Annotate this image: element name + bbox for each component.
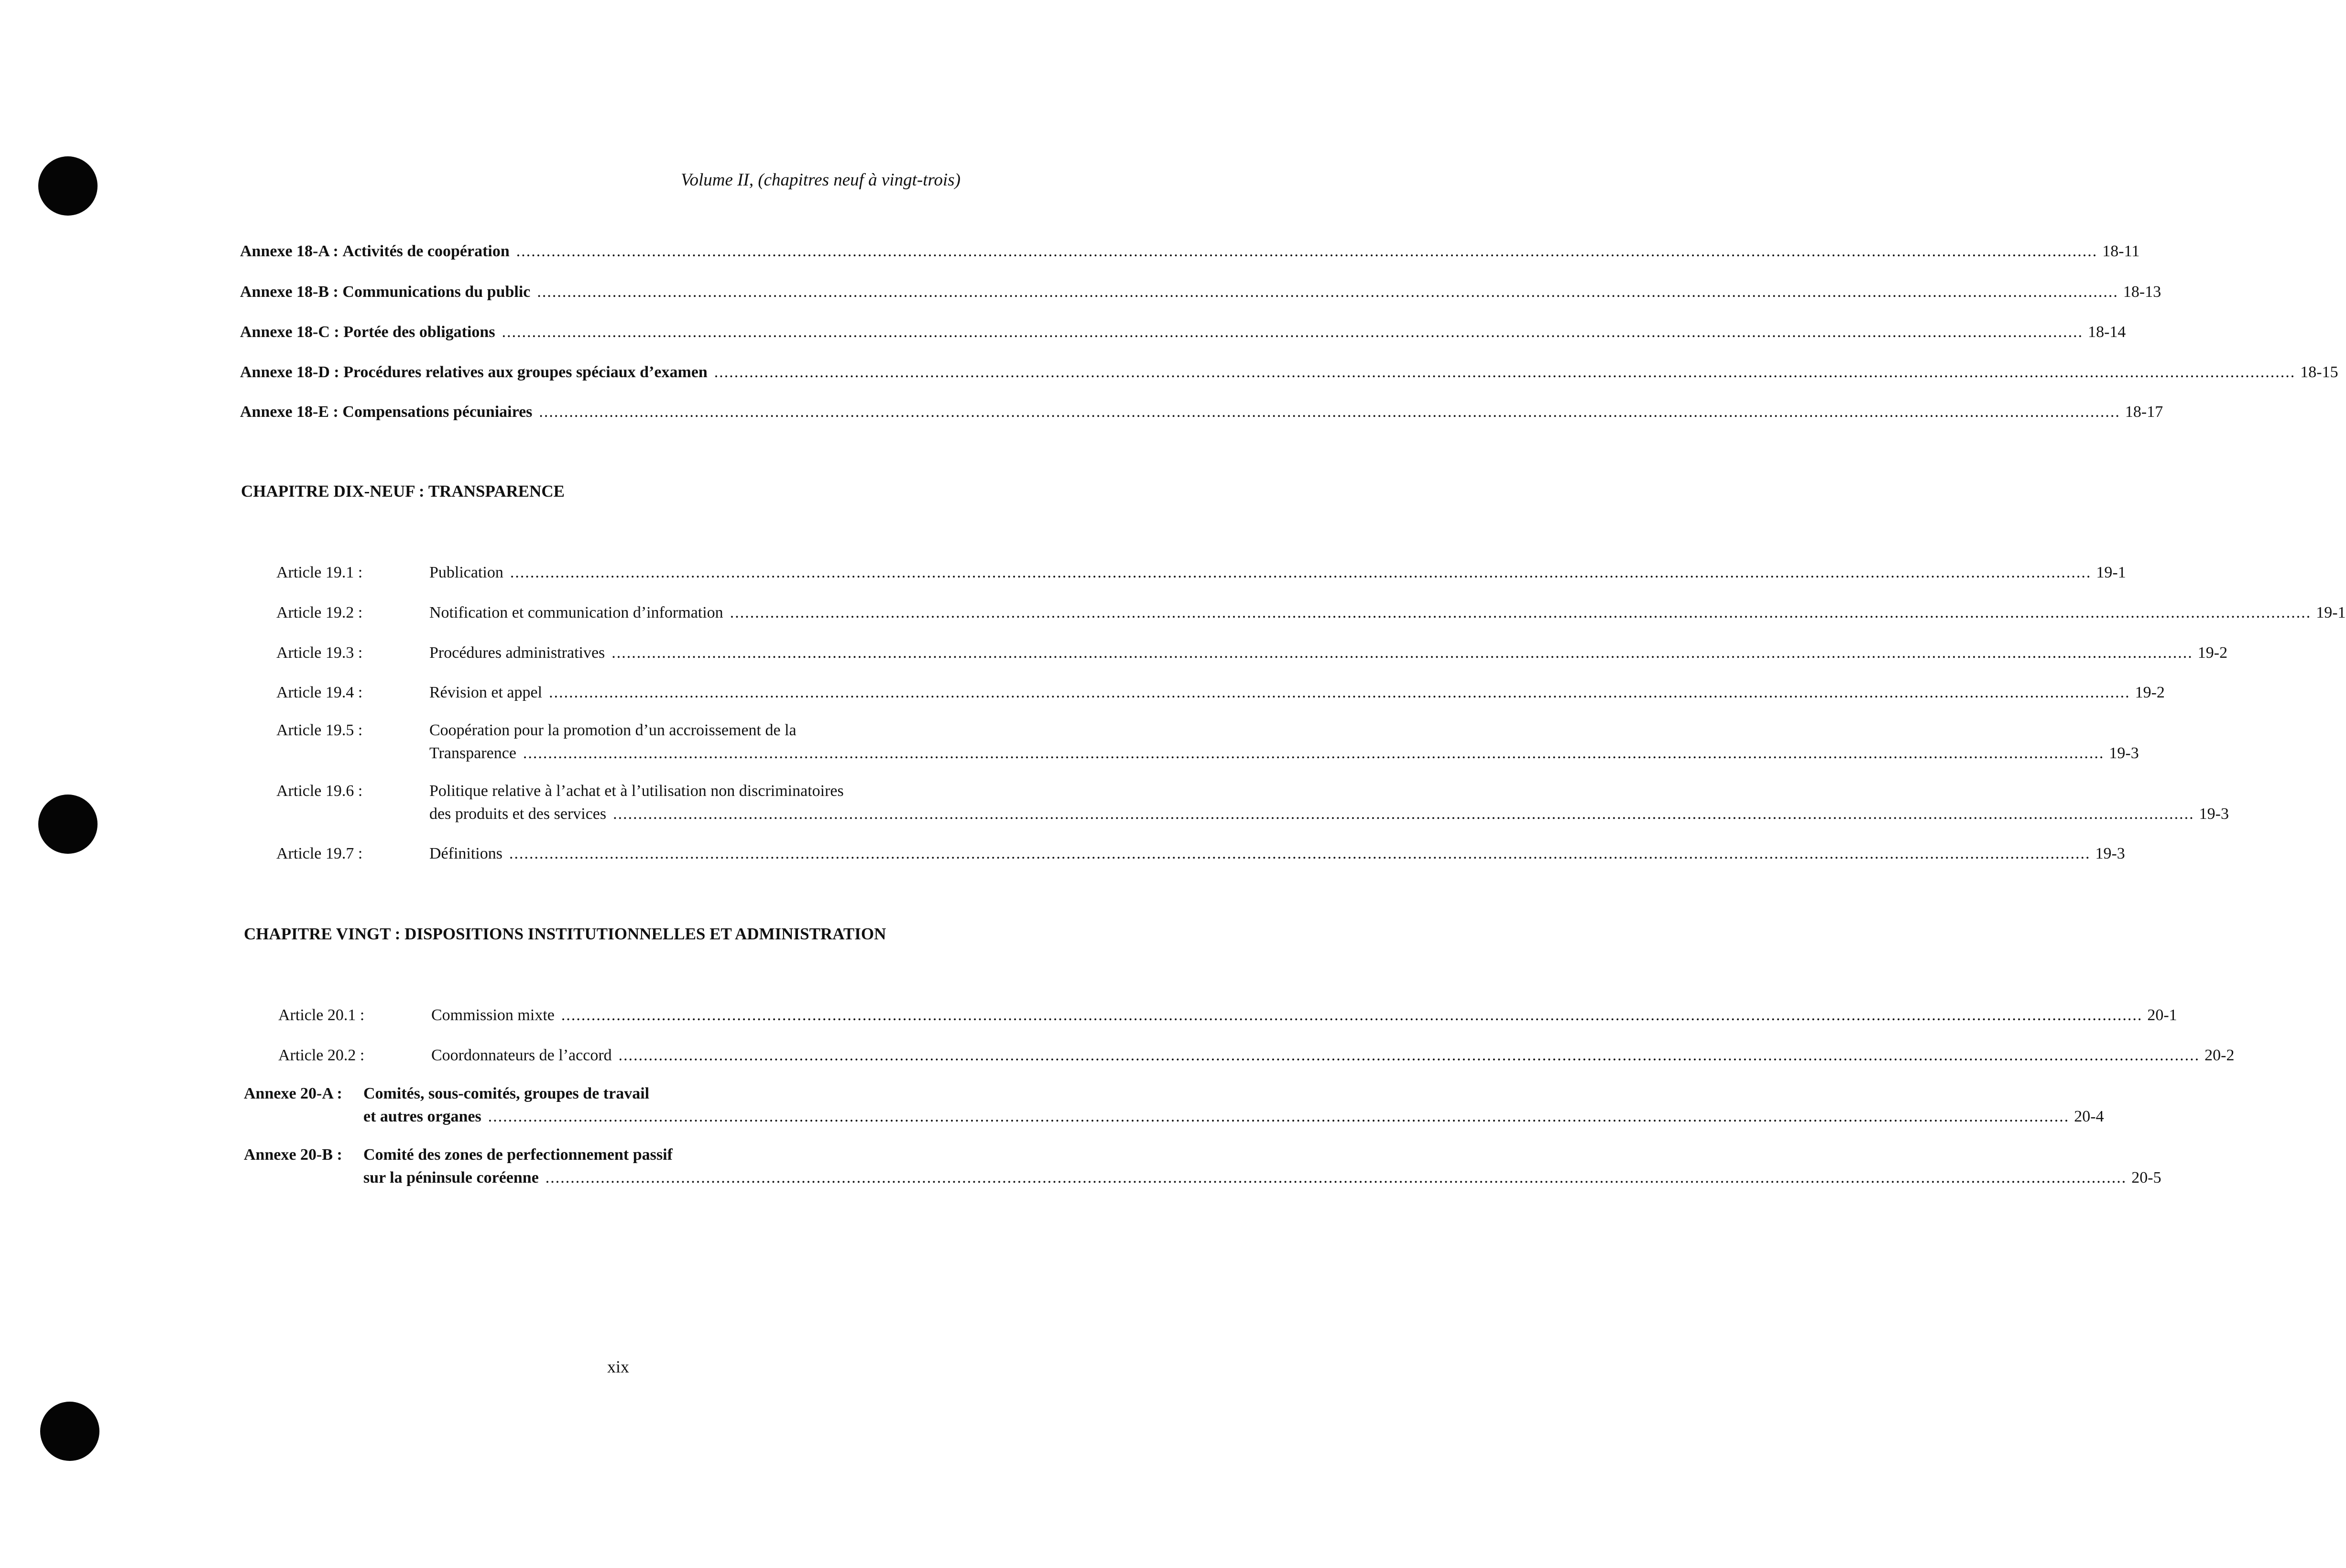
toc-title: Activités de coopération	[342, 242, 510, 260]
toc-entry-annexe-18-b[interactable]	[240, 281, 2161, 304]
leader-dots: ...........................................................................................................................................................................................................................................................................................................................	[502, 323, 2084, 341]
toc-title: Procédures relatives aux groupes spéciaux d’examen	[343, 363, 708, 381]
toc-label: Article 19.3 :	[276, 644, 363, 662]
toc-page: 19-1	[2096, 564, 2126, 581]
toc-title-line1: Comité des zones de perfectionnement passif	[363, 1146, 673, 1164]
toc-entry-article-19-4[interactable]	[276, 681, 2165, 704]
toc-title-line1: Comités, sous-comités, groupes de travail	[363, 1085, 650, 1102]
leader-dots: ...........................................................................................................................................................................................................................................................................................................................	[611, 644, 2193, 662]
leader-dots: ...........................................................................................................................................................................................................................................................................................................................	[537, 283, 2118, 301]
toc-title: Coordonnateurs de l’accord	[431, 1046, 612, 1064]
chapter-heading-19: CHAPITRE DIX-NEUF : TRANSPARENCE	[241, 482, 565, 501]
toc-entry-article-20-2[interactable]	[278, 1044, 2235, 1067]
toc-label: Article 20.1 :	[278, 1006, 365, 1024]
toc-label: Article 19.4 :	[276, 684, 363, 701]
toc-title: Définitions	[429, 845, 502, 862]
toc-page: 20-4	[2074, 1108, 2104, 1125]
leader-dots: ...........................................................................................................................................................................................................................................................................................................................	[545, 1169, 2127, 1187]
toc-label: Article 19.7 :	[276, 845, 363, 862]
toc-entry-article-20-1[interactable]	[278, 1004, 2177, 1027]
toc-entry-annexe-20-b[interactable]	[244, 1143, 2161, 1189]
toc-title-line2: et autres organes	[363, 1108, 481, 1125]
toc-entry-article-19-1[interactable]	[276, 561, 2126, 584]
leader-dots: ...........................................................................................................................................................................................................................................................................................................................	[523, 744, 2105, 762]
toc-title-line2: Transparence	[429, 744, 516, 762]
toc-label: Article 19.2 :	[276, 604, 363, 621]
toc-title-line2: des produits et des services	[429, 805, 607, 823]
toc-title: Portée des obligations	[343, 323, 495, 341]
toc-entry-article-19-5[interactable]	[276, 719, 2139, 765]
toc-entry-annexe-18-a[interactable]	[240, 240, 2140, 263]
binder-hole	[40, 1402, 99, 1461]
toc-entry-annexe-20-a[interactable]	[244, 1082, 2104, 1128]
toc-title: Commission mixte	[431, 1006, 555, 1024]
toc-label: Article 19.5 :	[276, 721, 363, 739]
toc-entry-annexe-18-c[interactable]	[240, 321, 2126, 344]
leader-dots: ...........................................................................................................................................................................................................................................................................................................................	[549, 684, 2130, 701]
toc-page: 18-14	[2088, 323, 2126, 341]
page-number: xix	[607, 1357, 630, 1376]
chapter-heading-20: CHAPITRE VINGT : DISPOSITIONS INSTITUTIONNELLES ET ADMINISTRATION	[244, 925, 886, 943]
toc-page: 20-2	[2204, 1046, 2235, 1064]
toc-label: Annexe 18-E :	[240, 403, 338, 421]
toc-entry-annexe-18-d[interactable]	[240, 361, 2338, 384]
toc-entry-article-19-2[interactable]	[276, 601, 2346, 624]
leader-dots: ...........................................................................................................................................................................................................................................................................................................................	[488, 1108, 2070, 1125]
leader-dots: ...........................................................................................................................................................................................................................................................................................................................	[561, 1006, 2143, 1024]
leader-dots: ...........................................................................................................................................................................................................................................................................................................................	[730, 604, 2312, 621]
leader-dots: ...........................................................................................................................................................................................................................................................................................................................	[618, 1046, 2200, 1064]
toc-label: Annexe 20-B :	[244, 1146, 342, 1164]
toc-page: 18-15	[2300, 363, 2338, 381]
toc-page: 18-17	[2125, 403, 2163, 421]
toc-label: Annexe 18-A :	[240, 242, 338, 260]
toc-title: Publication	[429, 564, 503, 581]
toc-title-line2: sur la péninsule coréenne	[363, 1169, 539, 1187]
leader-dots: ...........................................................................................................................................................................................................................................................................................................................	[510, 564, 2092, 581]
toc-title: Communications du public	[342, 283, 531, 301]
toc-page: 19-3	[2095, 845, 2125, 862]
toc-page: 20-1	[2147, 1006, 2177, 1024]
toc-page: 19-3	[2109, 744, 2139, 762]
toc-label: Annexe 18-C :	[240, 323, 339, 341]
leader-dots: ...........................................................................................................................................................................................................................................................................................................................	[714, 363, 2296, 381]
toc-entry-article-19-3[interactable]	[276, 642, 2228, 664]
toc-page: 19-3	[2199, 805, 2229, 823]
toc-page: 19-2	[2135, 684, 2165, 701]
leader-dots: ...........................................................................................................................................................................................................................................................................................................................	[509, 845, 2091, 862]
toc-title-line1: Politique relative à l’achat et à l’utilisation non discriminatoires	[429, 782, 844, 800]
toc-entry-article-19-6[interactable]	[276, 780, 2229, 826]
toc-page: 19-1	[2316, 604, 2346, 621]
toc-page: 19-2	[2197, 644, 2228, 662]
toc-label: Annexe 18-B :	[240, 283, 338, 301]
toc-label: Annexe 18-D :	[240, 363, 339, 381]
toc-entry-article-19-7[interactable]	[276, 842, 2125, 865]
toc-page: 18-11	[2102, 242, 2140, 260]
toc-entry-annexe-18-e[interactable]	[240, 401, 2163, 424]
toc-page: 18-13	[2123, 283, 2161, 301]
leader-dots: ...........................................................................................................................................................................................................................................................................................................................	[613, 805, 2194, 823]
toc-label: Article 19.1 :	[276, 564, 363, 581]
toc-page: 20-5	[2131, 1169, 2161, 1187]
toc-title: Révision et appel	[429, 684, 543, 701]
binder-hole	[38, 156, 98, 216]
binder-hole	[38, 795, 98, 854]
toc-title: Procédures administratives	[429, 644, 605, 662]
toc-label: Annexe 20-A :	[244, 1085, 342, 1102]
toc-title: Notification et communication d’information	[429, 604, 723, 621]
toc-title-line1: Coopération pour la promotion d’un accroissement de la	[429, 721, 797, 739]
toc-label: Article 20.2 :	[278, 1046, 365, 1064]
leader-dots: ...........................................................................................................................................................................................................................................................................................................................	[516, 242, 2098, 260]
toc-title: Compensations pécuniaires	[342, 403, 533, 421]
leader-dots: ...........................................................................................................................................................................................................................................................................................................................	[539, 403, 2120, 421]
running-header: Volume II, (chapitres neuf à vingt-trois)	[681, 170, 961, 190]
toc-label: Article 19.6 :	[276, 782, 363, 800]
